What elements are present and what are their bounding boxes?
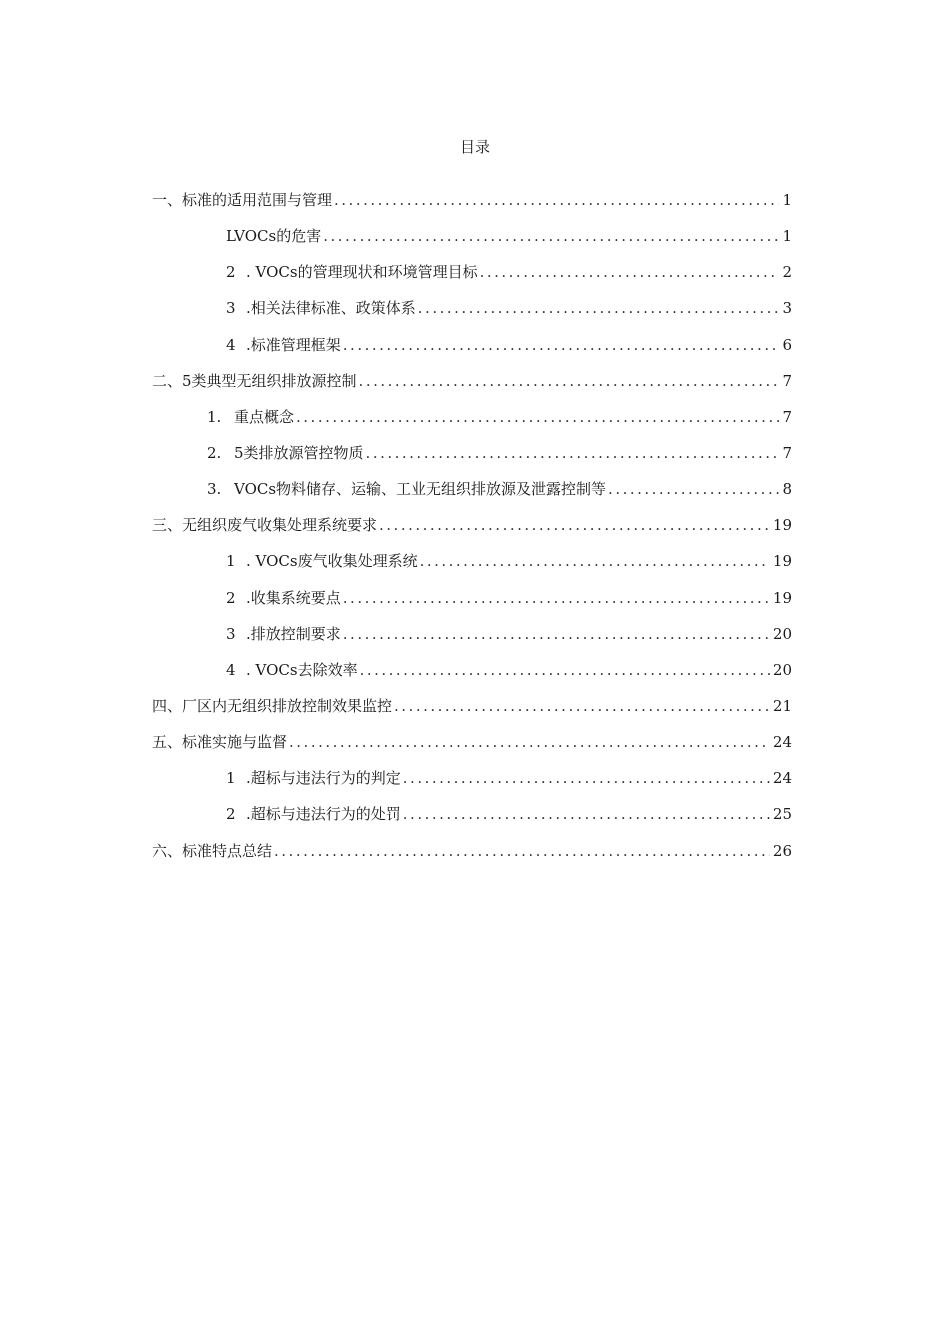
toc-entry[interactable] <box>152 186 792 222</box>
toc-dot-leader <box>420 547 770 575</box>
toc-entry-text: 5类排放源管控物质 <box>234 443 364 462</box>
toc-entry[interactable] <box>152 692 792 728</box>
toc-entry-page-number: 24 <box>772 769 792 788</box>
toc-entry-page-number: 7 <box>782 443 792 462</box>
toc-entry[interactable] <box>152 367 792 403</box>
toc-entry-number: 2 <box>226 805 236 824</box>
toc-entry-page-number: 26 <box>772 841 792 860</box>
toc-entry[interactable] <box>152 620 792 656</box>
toc-entry-text: 二、5类典型无组织排放源控制 <box>152 371 357 390</box>
toc-entry-page-number: 25 <box>772 805 792 824</box>
toc-entry-number: 3. <box>207 480 222 499</box>
toc-entry-number: 1 <box>226 552 236 571</box>
toc-entry[interactable] <box>152 294 792 330</box>
toc-dot-leader <box>334 186 779 214</box>
toc-entry[interactable] <box>152 511 792 547</box>
toc-entry-number: 2 <box>226 263 236 282</box>
toc-entry[interactable] <box>152 331 792 367</box>
toc-entry-page-number: 24 <box>772 733 792 752</box>
toc-entry[interactable] <box>152 403 792 439</box>
toc-dot-leader <box>480 258 780 286</box>
toc-entry[interactable] <box>152 439 792 475</box>
toc-entry-text: .标准管理框架 <box>246 335 341 354</box>
toc-entry-text: 四、厂区内无组织排放控制效果监控 <box>152 696 393 715</box>
toc-title: 目录 <box>459 138 490 156</box>
toc-entry-page-number: 6 <box>782 335 792 354</box>
toc-entry-number: 3 <box>226 299 236 318</box>
toc-entry-text: .排放控制要求 <box>246 624 341 643</box>
toc-entry-number: 2. <box>207 443 222 462</box>
toc-entry-number: 4 <box>226 660 236 679</box>
toc-entry[interactable] <box>152 547 792 583</box>
toc-entry-text: .相关法律标准、政策体系 <box>246 299 416 318</box>
toc-entry-text: .收集系统要点 <box>246 588 341 607</box>
toc-entry[interactable] <box>152 222 792 258</box>
toc-entry[interactable] <box>152 728 792 764</box>
toc-entry-page-number: 1 <box>782 191 792 209</box>
toc-entry-text: .超标与违法行为的判定 <box>246 769 401 788</box>
toc-dot-leader <box>343 584 770 612</box>
toc-entry-page-number: 19 <box>772 588 792 607</box>
toc-dot-leader <box>360 656 770 684</box>
toc-dot-leader <box>323 222 779 250</box>
toc-entry-text: LVOCs的危害 <box>226 227 322 246</box>
toc-entry-page-number: 8 <box>782 480 792 499</box>
toc-entry-page-number: 19 <box>772 552 792 571</box>
toc-dot-leader <box>343 620 770 648</box>
toc-entry-text: .超标与违法行为的处罚 <box>246 805 401 824</box>
toc-entry-page-number: 3 <box>782 299 792 318</box>
toc-entry-text: VOCs物料储存、运输、工业无组织排放源及泄露控制等 <box>234 480 607 499</box>
toc-dot-leader <box>608 475 779 503</box>
toc-entry-page-number: 20 <box>772 660 792 679</box>
toc-entry-page-number: 19 <box>772 516 792 535</box>
toc-entry-text: . VOCs去除效率 <box>246 660 358 679</box>
toc-entry-page-number: 20 <box>772 624 792 643</box>
toc-entry-text: . VOCs的管理现状和环境管理目标 <box>246 263 478 282</box>
toc-dot-leader <box>403 764 770 792</box>
toc-entry-number: 1 <box>226 769 236 788</box>
toc-entry[interactable] <box>152 837 792 873</box>
toc-entry-text: . VOCs废气收集处理系统 <box>246 552 418 571</box>
toc-dot-leader <box>403 800 770 828</box>
toc-entry[interactable] <box>152 584 792 620</box>
toc-entry[interactable] <box>152 475 792 511</box>
toc-entry-text: 三、无组织废气收集处理系统要求 <box>152 516 378 535</box>
toc-entry-page-number: 7 <box>782 371 792 390</box>
toc-dot-leader <box>366 439 780 467</box>
toc-entry[interactable] <box>152 800 792 836</box>
toc-dot-leader <box>296 403 779 431</box>
toc-entry[interactable] <box>152 656 792 692</box>
toc-entry-number: 1. <box>207 407 222 426</box>
toc-dot-leader <box>379 511 770 539</box>
toc-entry-number: 2 <box>226 588 236 607</box>
toc-dot-leader <box>289 728 770 756</box>
toc-dot-leader <box>359 367 780 395</box>
toc-dot-leader <box>418 294 780 322</box>
toc-entry[interactable] <box>152 258 792 294</box>
toc-dot-leader <box>274 837 770 865</box>
toc-entry-page-number: 2 <box>782 263 792 282</box>
toc-entry-page-number: 21 <box>772 696 792 715</box>
toc-entry-page-number: 1 <box>782 227 792 246</box>
toc-entry-text: 一、标准的适用范围与管理 <box>152 191 333 209</box>
toc-dot-leader <box>394 692 770 720</box>
toc-entry-number: 3 <box>226 624 236 643</box>
toc-entry-text: 五、标准实施与监督 <box>152 733 288 752</box>
toc-entry-text: 重点概念 <box>234 407 295 426</box>
toc-dot-leader <box>343 331 780 359</box>
toc-entry-page-number: 7 <box>782 407 792 426</box>
table-of-contents <box>152 186 792 873</box>
toc-entry-text: 六、标准特点总结 <box>152 841 273 860</box>
toc-entry-number: 4 <box>226 335 236 354</box>
toc-entry[interactable] <box>152 764 792 800</box>
